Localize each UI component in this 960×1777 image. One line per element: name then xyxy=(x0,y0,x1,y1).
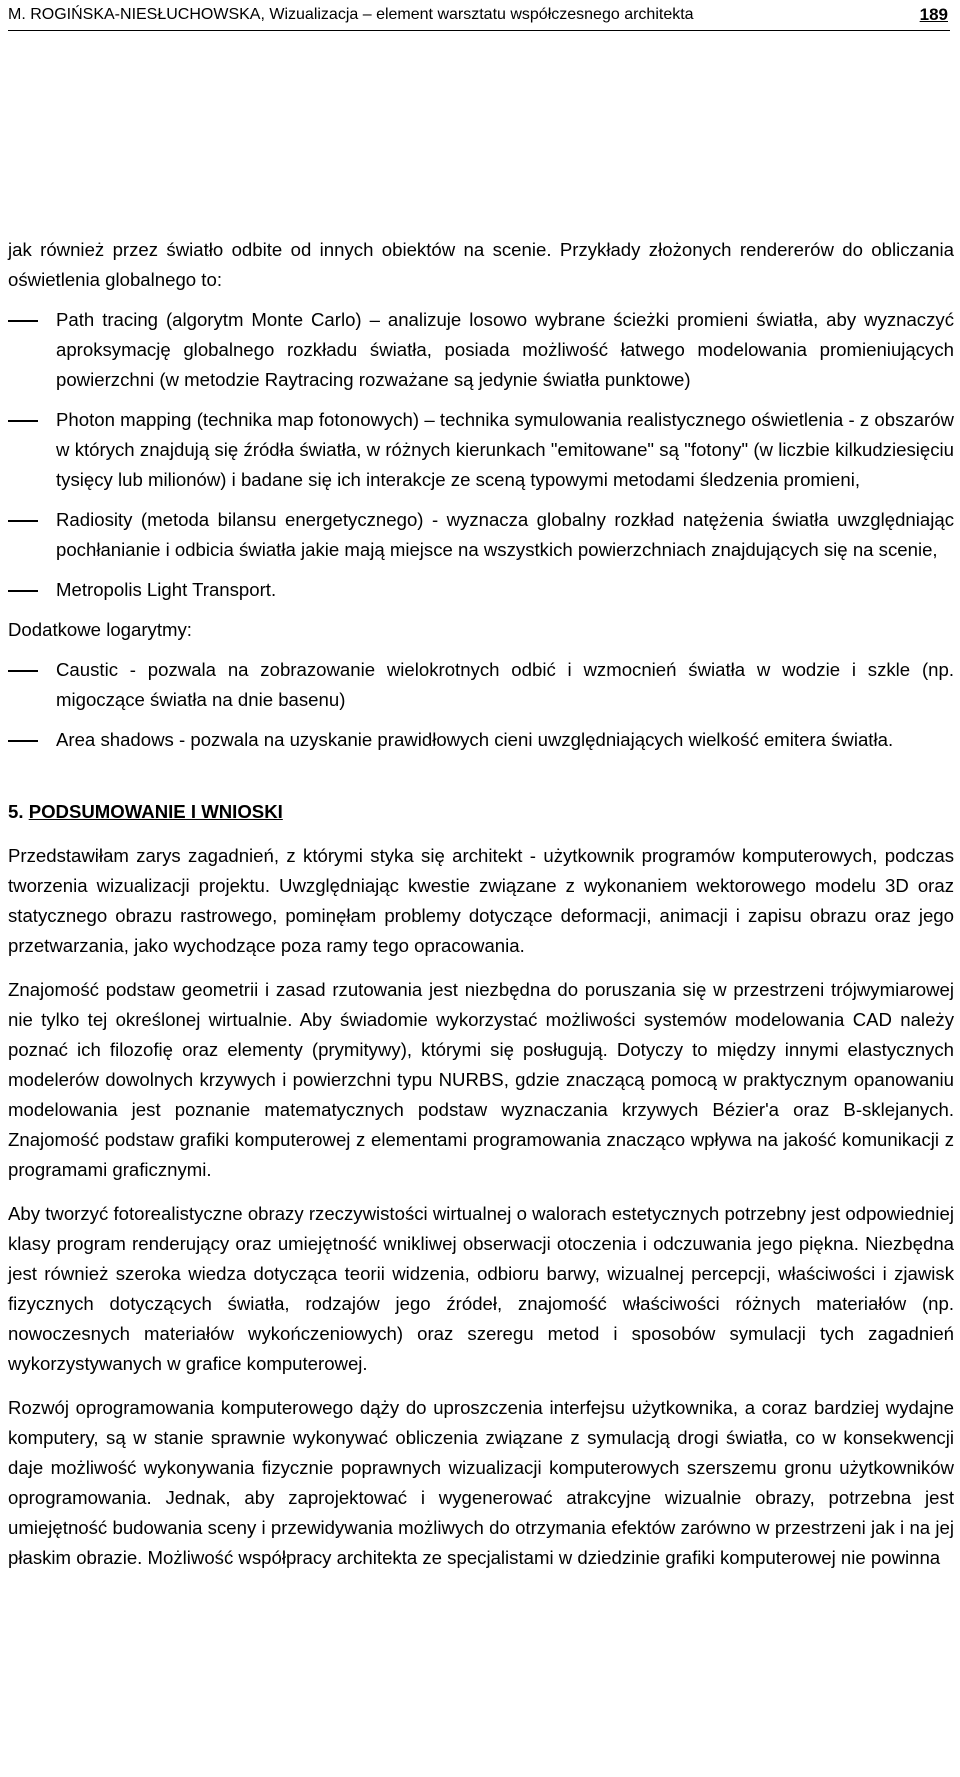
list-item xyxy=(8,505,954,565)
dash-bullet-icon xyxy=(8,670,38,672)
list-item-text: Caustic - pozwala na zobrazowanie wielokrotnych odbić i wzmocnień światła w wodzie i szkle (np. migoczące światła na dnie basenu) xyxy=(56,659,954,710)
list-item xyxy=(8,575,954,605)
list-item xyxy=(8,655,954,715)
list-item-text: Radiosity (metoda bilansu energetycznego) - wyznacza globalny rozkład natężenia światła uwzględniając pochłanianie i odbicia światła jakie mają miejsce na wszystkich powierzchniach znajdujących się na scenie, xyxy=(56,509,954,560)
list-item-text: Path tracing (algorytm Monte Carlo) – analizuje losowo wybrane ścieżki promieni światła, aby wyznaczyć aproksymację globalnego rozkładu światła, posiada możliwość łatwego modelowania promieniujących powierzchni (w metodzie Raytracing rozważane są jedynie światła punktowe) xyxy=(56,309,954,390)
list-item-text: Area shadows - pozwala na uzyskanie prawidłowych cieni uwzględniających wielkość emitera światła. xyxy=(56,729,894,750)
running-header xyxy=(8,4,950,31)
dash-bullet-icon xyxy=(8,740,38,742)
dash-bullet-icon xyxy=(8,520,38,522)
list-item xyxy=(8,405,954,495)
list-item xyxy=(8,725,954,755)
body-paragraph: Rozwój oprogramowania komputerowego dąży do uproszczenia interfejsu użytkownika, a coraz bardziej wydajne komputery, są w stanie sprawnie wykonywać obliczenia związane z symulacją drogi światła, co w konsekwencji daje możliwość wykonywania fizycznie poprawnych wizualizacji komputerowych szerszemu gronu użytkowników oprogramowania. Jednak, aby zaprojektować i wygenerować atrakcyjne wizualnie obrazy, potrzebna jest umiejętność budowania sceny i przewidywania możliwych do otrzymania efektów zarówno w przestrzeni jak i na jej płaskim obrazie. Możliwość współpracy architekta ze specjalistami w dziedzinie grafiki komputerowej nie powinna xyxy=(8,1397,954,1568)
page-body xyxy=(8,235,954,1587)
page-number: 189 xyxy=(919,5,948,24)
intro-paragraph: jak również przez światło odbite od innych obiektów na scenie. Przykłady złożonych rendererów do obliczania oświetlenia globalnego to: xyxy=(8,239,954,290)
additional-label: Dodatkowe logarytmy: xyxy=(8,619,192,640)
section-heading xyxy=(8,797,954,827)
list-item-text: Photon mapping (technika map fotonowych) – technika symulowania realistycznego oświetlenia - z obszarów w których znajdują się źródła światła, w różnych kierunkach "emitowane" są "fotony" (w liczbie kilkudziesięciu tysięcy lub milionów) i badane się ich interakcje ze sceną typowymi metodami śledzenia promieni, xyxy=(56,409,954,490)
list-item-text: Metropolis Light Transport. xyxy=(56,579,277,600)
body-paragraph: Aby tworzyć fotorealistyczne obrazy rzeczywistości wirtualnej o walorach estetycznych potrzebny jest odpowiedniej klasy program renderujący oraz umiejętność wnikliwej obserwacji otoczenia i odczuwania jego piękna. Niezbędna jest również szeroka wiedza dotycząca teorii widzenia, odbioru barwy, wizualnej percepcji, właściwości i zjawisk fizycznych dotyczących światła, rodzajów jego źródeł, znajomość właściwości różnych materiałów (np. nowoczesnych materiałów wykończeniowych) oraz szeregu metod i sposobów symulacji tych zagadnień wykorzystywanych w grafice komputerowej. xyxy=(8,1203,954,1374)
dash-bullet-icon xyxy=(8,320,38,322)
body-paragraph: Przedstawiłam zarys zagadnień, z którymi styka się architekt - użytkownik programów komputerowych, podczas tworzenia wizualizacji projektu. Uwzględniając kwestie związane z wykonaniem wektorowego modelu 3D oraz statycznego obrazu rastrowego, pominęłam problemy dotyczące deformacji, animacji i zapisu obrazu oraz jego przetwarzania, jako wychodzące poza ramy tego opracowania. xyxy=(8,845,954,956)
dash-bullet-icon xyxy=(8,420,38,422)
header-title: M. ROGIŃSKA-NIESŁUCHOWSKA, Wizualizacja – element warsztatu współczesnego architekta xyxy=(8,6,694,23)
dash-bullet-icon xyxy=(8,590,38,592)
section-title: PODSUMOWANIE I WNIOSKI xyxy=(28,801,283,822)
additional-list xyxy=(8,655,954,755)
body-paragraph: Znajomość podstaw geometrii i zasad rzutowania jest niezbędna do poruszania się w przestrzeni trójwymiarowej nie tylko tej określonej wirtualnie. Aby świadomie wykorzystać możliwości systemów modelowania CAD należy poznać ich filozofię oraz elementy (prymitywy), którymi się posługują. Dotyczy to między innymi elastycznych modelerów dowolnych krzywych i powierzchni typu NURBS, gdzie znaczącą pomocą w praktycznym opanowaniu modelowania jest poznanie matematycznych podstaw wyznaczania krzywych Bézier'a oraz B-sklejanych. Znajomość podstaw grafiki komputerowej z elementami programowania znacząco wpływa na jakość komunikacji z programami graficznymi. xyxy=(8,979,954,1180)
list-item xyxy=(8,305,954,395)
section-number: 5. xyxy=(8,801,24,822)
renderer-list xyxy=(8,305,954,605)
